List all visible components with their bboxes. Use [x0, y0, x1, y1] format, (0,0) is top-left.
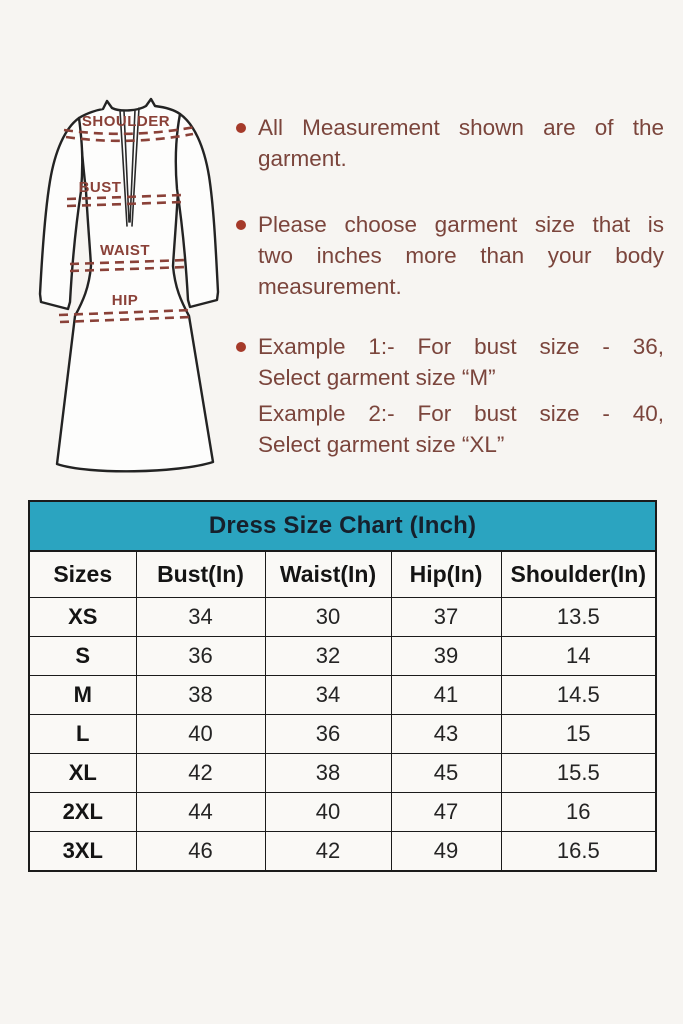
- shoulder-value: 15: [501, 715, 656, 754]
- size-label: M: [29, 676, 136, 715]
- chart-header-row: [29, 551, 656, 598]
- table-row-3xl: [29, 832, 656, 872]
- bust-value: 42: [136, 754, 265, 793]
- bust-value: 36: [136, 637, 265, 676]
- hip-value: 43: [391, 715, 501, 754]
- bullet-icon: [236, 123, 246, 133]
- column-header-waist: Waist(In): [265, 551, 391, 598]
- note-line: Example 1:- For bust size - 36,: [258, 334, 664, 359]
- column-header-shoulder: Shoulder(In): [501, 551, 656, 598]
- waist-value: 40: [265, 793, 391, 832]
- note-measurements-of-garment: [236, 112, 664, 174]
- note-line: Select garment size “XL”: [258, 432, 505, 457]
- dress-size-chart-table: [28, 500, 657, 872]
- note-line: two inches more than your body: [258, 243, 664, 268]
- note-example-2: [236, 398, 664, 460]
- size-label: XL: [29, 754, 136, 793]
- bust-value: 34: [136, 598, 265, 637]
- waist-label: WAIST: [100, 242, 150, 259]
- table-row-m: [29, 676, 656, 715]
- bullet-icon: [236, 220, 246, 230]
- waist-value: 34: [265, 676, 391, 715]
- hip-value: 37: [391, 598, 501, 637]
- garment-measurement-diagram: [18, 96, 240, 496]
- table-row-xl: [29, 754, 656, 793]
- size-label: 2XL: [29, 793, 136, 832]
- note-line: Please choose garment size that is: [258, 212, 664, 237]
- size-label: 3XL: [29, 832, 136, 872]
- waist-value: 32: [265, 637, 391, 676]
- note-line: Select garment size “M”: [258, 365, 496, 390]
- bust-value: 40: [136, 715, 265, 754]
- bust-value: 46: [136, 832, 265, 872]
- table-row-2xl: [29, 793, 656, 832]
- table-row-s: [29, 637, 656, 676]
- shoulder-label: SHOULDER: [81, 113, 171, 130]
- hip-value: 39: [391, 637, 501, 676]
- note-example-1: [236, 331, 664, 393]
- size-label: XS: [29, 598, 136, 637]
- shoulder-value: 15.5: [501, 754, 656, 793]
- note-line: measurement.: [258, 274, 402, 299]
- waist-value: 36: [265, 715, 391, 754]
- shoulder-value: 14.5: [501, 676, 656, 715]
- waist-value: 30: [265, 598, 391, 637]
- shoulder-value: 13.5: [501, 598, 656, 637]
- shoulder-value: 14: [501, 637, 656, 676]
- column-header-bust: Bust(In): [136, 551, 265, 598]
- chart-title-row: [29, 501, 656, 551]
- measurement-notes: [236, 112, 664, 460]
- column-header-sizes: Sizes: [29, 551, 136, 598]
- waist-value: 38: [265, 754, 391, 793]
- table-row-l: [29, 715, 656, 754]
- hip-value: 45: [391, 754, 501, 793]
- bust-value: 44: [136, 793, 265, 832]
- size-label: S: [29, 637, 136, 676]
- dress-sketch-icon: [18, 96, 240, 496]
- column-header-hip: Hip(In): [391, 551, 501, 598]
- note-choose-size: [236, 209, 664, 302]
- chart-title: Dress Size Chart (Inch): [29, 501, 656, 551]
- hip-value: 47: [391, 793, 501, 832]
- note-line: garment.: [258, 146, 347, 171]
- bust-value: 38: [136, 676, 265, 715]
- hip-value: 41: [391, 676, 501, 715]
- shoulder-value: 16.5: [501, 832, 656, 872]
- bullet-icon: [236, 342, 246, 352]
- shoulder-value: 16: [501, 793, 656, 832]
- note-line: Example 2:- For bust size - 40,: [258, 401, 664, 426]
- bust-label: BUST: [78, 179, 122, 196]
- note-line: All Measurement shown are of the: [258, 115, 664, 140]
- table-row-xs: [29, 598, 656, 637]
- size-label: L: [29, 715, 136, 754]
- hip-value: 49: [391, 832, 501, 872]
- hip-label: HIP: [111, 292, 139, 309]
- waist-value: 42: [265, 832, 391, 872]
